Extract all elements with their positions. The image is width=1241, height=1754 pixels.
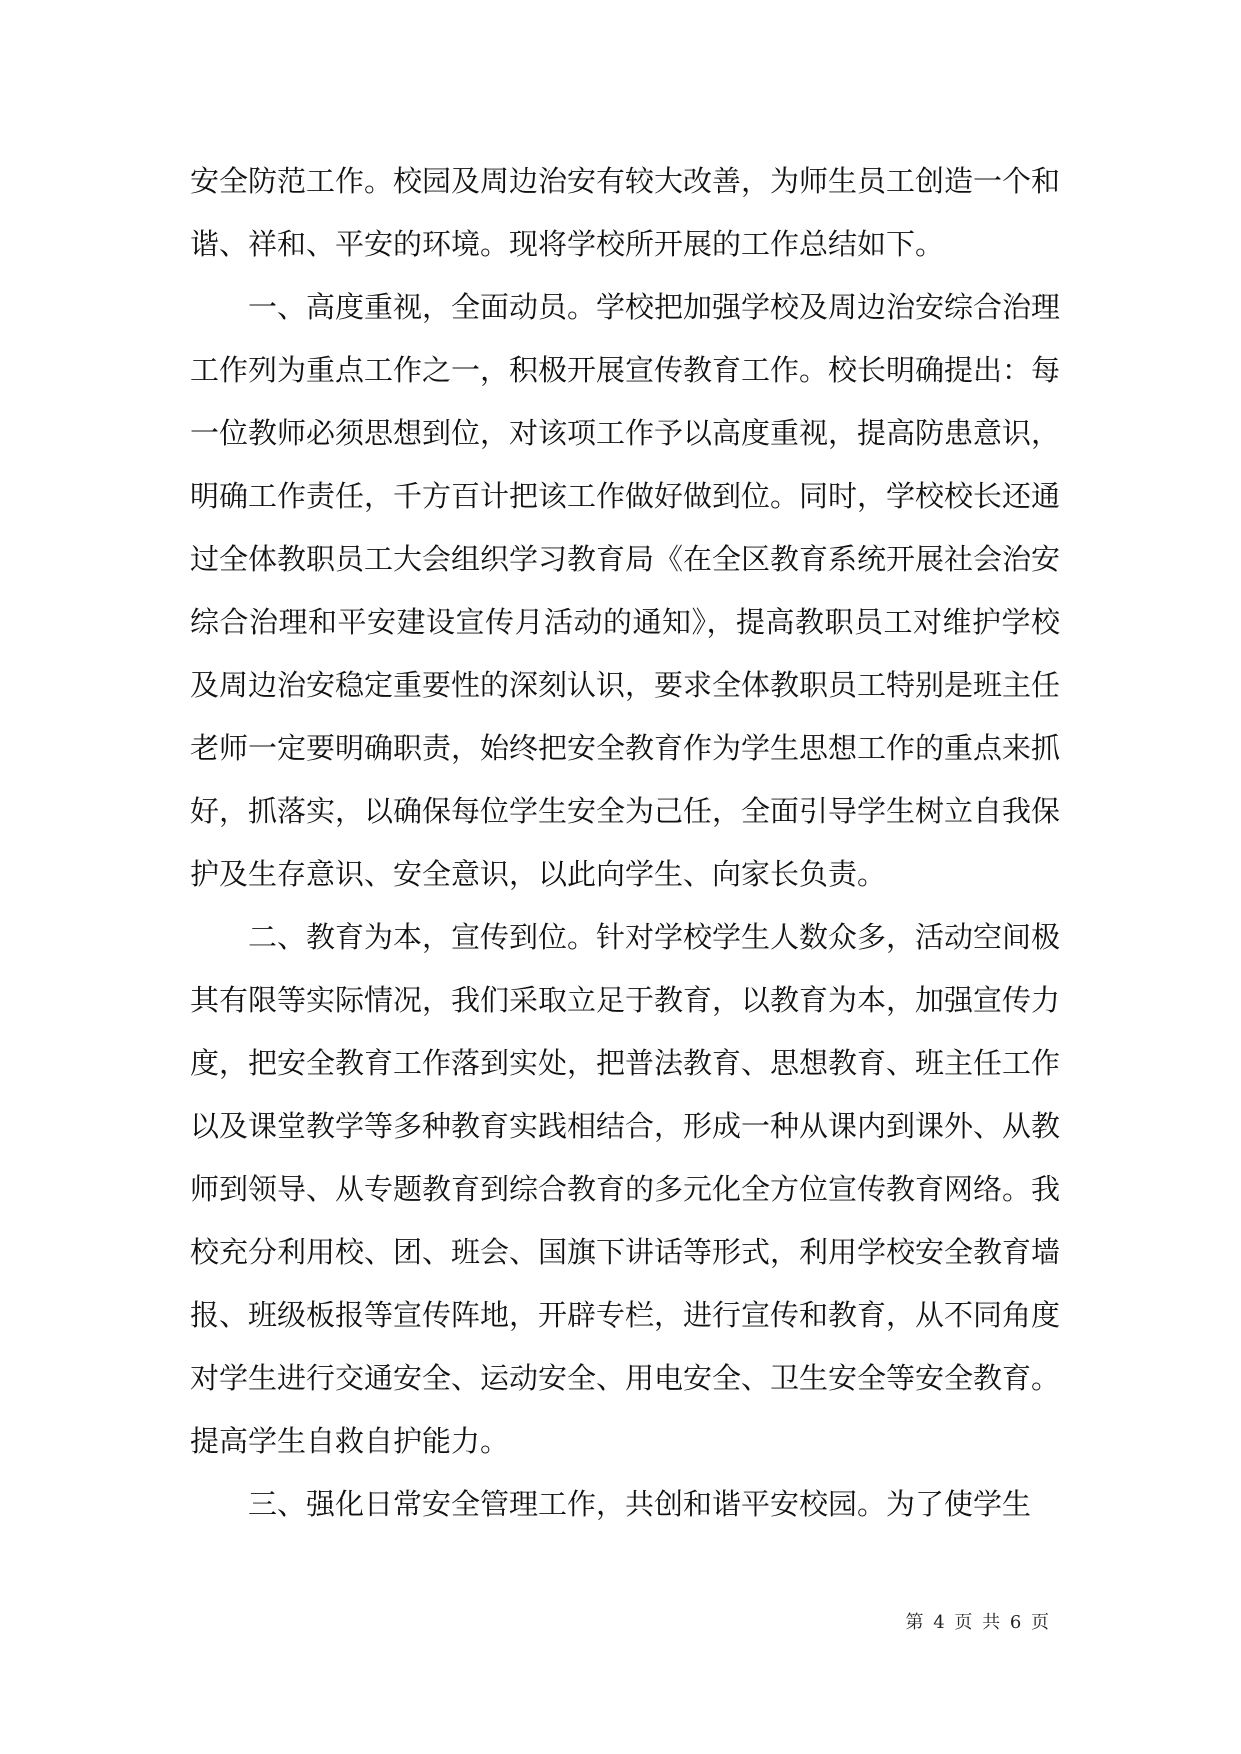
paragraph-section-three: 三、强化日常安全管理工作，共创和谐平安校园。为了使学生 <box>248 1487 1032 1521</box>
document-body <box>190 150 1060 1536</box>
paragraph-intro-continuation: 安全防范工作。校园及周边治安有较大改善，为师生员工创造一个和谐、祥和、平安的环境。现将学校所开展的工作总结如下。 <box>190 164 1061 261</box>
paragraph-section-one: 一、高度重视，全面动员。学校把加强学校及周边治安综合治理工作列为重点工作之一，积极开展宣传教育工作。校长明确提出：每一位教师必须思想到位，对该项工作予以高度重视，提高防患意识，明确工作责任，千方百计把该工作做好做到位。同时，学校校长还通过全体教职员工大会组织学习教育局《在全区教育系统开展社会治安综合治理和平安建设宣传月活动的通知》，提高教职员工对维护学校及周边治安稳定重要性的深刻认识，要求全体教职员工特别是班主任老师一定要明确职责，始终把安全教育作为学生思想工作的重点来抓好，抓落实，以确保每位学生安全为己任，全面引导学生树立自我保护及生存意识、安全意识，以此向学生、向家长负责。 <box>190 290 1061 891</box>
page-number-footer: 第 4 页 共 6 页 <box>905 1612 1051 1633</box>
paragraph-section-two: 二、教育为本，宣传到位。针对学校学生人数众多，活动空间极其有限等实际情况，我们采取立足于教育，以教育为本，加强宣传力度，把安全教育工作落到实处，把普法教育、思想教育、班主任工作以及课堂教学等多种教育实践相结合，形成一种从课内到课外、从教师到领导、从专题教育到综合教育的多元化全方位宣传教育网络。我校充分利用校、团、班会、国旗下讲话等形式，利用学校安全教育墙报、班级板报等宣传阵地，开辟专栏，进行宣传和教育，从不同角度对学生进行交通安全、运动安全、用电安全、卫生安全等安全教育。提高学生自救自护能力。 <box>190 920 1061 1458</box>
